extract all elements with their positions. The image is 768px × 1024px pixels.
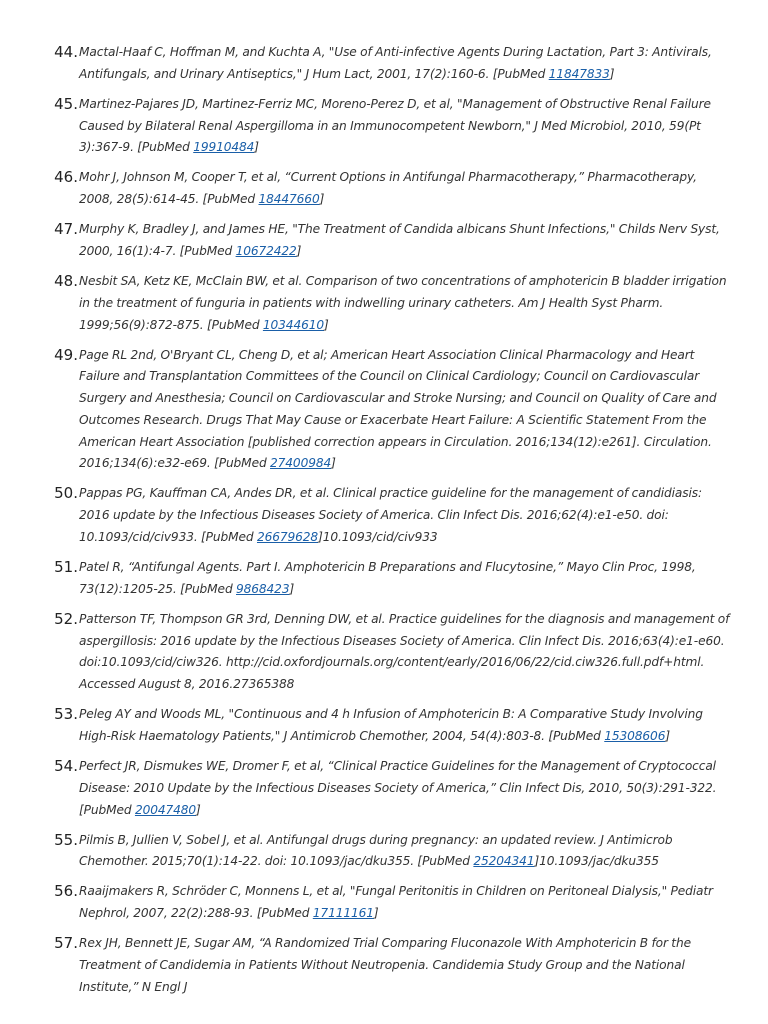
citation-text: Mohr J, Johnson M, Cooper T, et al, “Current Options in Antifungal Pharmacotherapy,” Pharmacotherapy, 2008, 28(5):614-45. [PubMed bbox=[79, 170, 697, 207]
pubmed-link[interactable]: 17111161 bbox=[312, 906, 374, 921]
citation-suffix: ] bbox=[254, 140, 259, 155]
reference-item bbox=[40, 271, 730, 336]
reference-number: 52. bbox=[54, 609, 78, 628]
citation-suffix: ] bbox=[196, 802, 201, 817]
reference-text bbox=[79, 219, 730, 263]
citation-text: Page RL 2nd, O'Bryant CL, Cheng D, et al; American Heart Association Clinical Pharmacology and Heart Failure and Transplantation Committees of the Council on Clinical Cardiology; Council on Cardiovascular Surgery and Anesthesia; Council on Cardiovascular and Stroke Nursing; and Council on Quality of Care and Outcomes Research. Drugs That May Cause or Exacerbate Heart Failure: A Scientific Statement From the American Heart Association [published correction appears in Circulation. 2016;134(12):e261]. Circulation. 2016;134(6):e32-e69. [PubMed bbox=[79, 347, 717, 471]
reference-number: 50. bbox=[54, 484, 78, 503]
citation-text: Peleg AY and Woods ML, "Continuous and 4 h Infusion of Amphotericin B: A Comparative Study Involving High-Risk Haematology Patients," J Antimicrob Chemother, 2004, 54(4):803-8. [PubMed bbox=[79, 707, 703, 743]
citation-suffix: ] bbox=[296, 243, 302, 258]
pubmed-link[interactable]: 20047480 bbox=[134, 802, 197, 817]
reference-number: 53. bbox=[54, 705, 78, 724]
pubmed-link[interactable]: 11847833 bbox=[548, 66, 610, 81]
reference-text bbox=[79, 704, 730, 748]
citation-suffix: ] bbox=[323, 317, 329, 332]
reference-item bbox=[40, 557, 730, 601]
citation-text: Murphy K, Bradley J, and James HE, "The Treatment of Candida albicans Shunt Infections," Childs Nerv Syst, 2000, 16(1):4-7. [PubMed bbox=[79, 222, 720, 258]
reference-item bbox=[40, 345, 730, 476]
reference-text bbox=[79, 167, 730, 211]
reference-item bbox=[40, 704, 730, 748]
reference-item bbox=[40, 219, 730, 263]
pubmed-link[interactable]: 19910484 bbox=[193, 140, 255, 155]
reference-text bbox=[79, 42, 730, 86]
pubmed-link[interactable]: 10344610 bbox=[262, 317, 324, 332]
citation-suffix: ] bbox=[289, 581, 295, 596]
reference-text bbox=[79, 483, 730, 548]
citation-text: Rex JH, Bennett JE, Sugar AM, “A Randomized Trial Comparing Fluconazole With Amphotericin B for the Treatment of Candidemia in Patients Without Neutropenia. Candidemia Study Group and the National Institute,” N Engl J bbox=[79, 936, 691, 994]
reference-number: 57. bbox=[54, 934, 78, 953]
reference-item bbox=[40, 881, 730, 925]
citation-suffix: ]10.1093/jac/dku355 bbox=[534, 854, 659, 869]
reference-text bbox=[79, 609, 730, 696]
reference-number: 55. bbox=[54, 830, 78, 849]
citation-suffix: ] bbox=[373, 906, 379, 921]
pubmed-link[interactable]: 26679628 bbox=[256, 530, 319, 545]
reference-text bbox=[79, 271, 730, 336]
citation-text: Raaijmakers R, Schröder C, Monnens L, et al, "Fungal Peritonitis in Children on Peritoneal Dialysis," Pediatr Nephrol, 2007, 22(2):288-93. [PubMed bbox=[79, 884, 713, 921]
reference-text bbox=[79, 94, 730, 159]
citation-suffix: ] bbox=[319, 192, 325, 207]
pubmed-link[interactable]: 10672422 bbox=[235, 243, 297, 258]
reference-item bbox=[40, 609, 730, 696]
reference-number: 54. bbox=[54, 756, 78, 775]
citation-suffix: ]10.1093/cid/civ933 bbox=[318, 530, 438, 545]
reference-item bbox=[40, 167, 730, 211]
reference-number: 51. bbox=[54, 558, 78, 577]
reference-number: 56. bbox=[54, 882, 78, 901]
reference-item bbox=[40, 94, 730, 159]
citation-text: Pappas PG, Kauffman CA, Andes DR, et al. Clinical practice guideline for the management of candidiasis: 2016 update by the Infectious Diseases Society of America. Clin Infect Dis. 2016;62(4):e1-e50. doi: 10.1093/cid/civ933. [PubMed bbox=[79, 486, 702, 545]
reference-text bbox=[79, 830, 730, 874]
reference-number: 45. bbox=[54, 94, 78, 113]
citation-text: Patel R, “Antifungal Agents. Part I. Amphotericin B Preparations and Flucytosine,” Mayo Clin Proc, 1998, 73(12):1205-25. [PubMed bbox=[79, 560, 696, 596]
pubmed-link[interactable]: 9868423 bbox=[236, 581, 290, 596]
citation-text: Mactal-Haaf C, Hoffman M, and Kuchta A, "Use of Anti-infective Agents During Lactation, Part 3: Antivirals, Antifungals, and Urinary Antiseptics," J Hum Lact, 2001, 17(2):160-6. [PubMed bbox=[79, 45, 712, 81]
reference-item bbox=[40, 830, 730, 874]
reference-item bbox=[40, 756, 730, 821]
reference-number: 46. bbox=[54, 168, 78, 187]
citation-text: Martinez-Pajares JD, Martinez-Ferriz MC, Moreno-Perez D, et al, "Management of Obstructive Renal Failure Caused by Bilateral Renal Aspergilloma in an Immunocompetent Newborn," J Med Microbiol, 2010, 59(Pt 3):367-9. [PubMed bbox=[79, 96, 711, 155]
pubmed-link[interactable]: 27400984 bbox=[270, 456, 332, 471]
pubmed-link[interactable]: 18447660 bbox=[258, 192, 320, 207]
reference-list bbox=[40, 42, 730, 1007]
reference-number: 44. bbox=[54, 43, 78, 61]
citation-text: Perfect JR, Dismukes WE, Dromer F, et al, “Clinical Practice Guidelines for the Management of Cryptococcal Disease: 2010 Update by the Infectious Diseases Society of America,” Clin Infect Dis, 2010, 50(3):291-322. [PubMed bbox=[79, 758, 717, 817]
reference-text bbox=[79, 881, 730, 925]
pubmed-link[interactable]: 25204341 bbox=[473, 854, 535, 869]
citation-suffix: ] bbox=[609, 66, 615, 81]
citation-text: Nesbit SA, Ketz KE, McClain BW, et al. Comparison of two concentrations of amphotericin B bladder irrigation in the treatment of funguria in patients with indwelling urinary catheters. Am J Health Syst Pharm. 1999;56(9):872-875. [PubMed bbox=[79, 273, 727, 332]
citation-text: Pilmis B, Jullien V, Sobel J, et al. Antifungal drugs during pregnancy: an updated review. J Antimicrob Chemother. 2015;70(1):14-22. doi: 10.1093/jac/dku355. [PubMed bbox=[79, 832, 673, 869]
reference-number: 48. bbox=[54, 271, 78, 290]
reference-text bbox=[79, 345, 730, 476]
reference-number: 49. bbox=[54, 345, 78, 364]
pubmed-link[interactable]: 15308606 bbox=[604, 729, 666, 743]
reference-item bbox=[40, 42, 730, 86]
reference-text bbox=[79, 933, 730, 998]
reference-item bbox=[40, 933, 730, 998]
reference-item bbox=[40, 483, 730, 548]
citation-suffix: ] bbox=[665, 729, 670, 743]
citation-text: Patterson TF, Thompson GR 3rd, Denning DW, et al. Practice guidelines for the diagnosis and management of aspergillosis: 2016 update by the Infectious Diseases Society of America. Clin Infect Dis. 2016;63(4):e1-e60. doi:10.1093/cid/ciw326. http://cid.oxfordjournals.org/content/early/2016/06/22/cid.ciw326.full.pdf+html. Accessed August 8, 2016.27365388 bbox=[79, 611, 730, 692]
reference-number: 47. bbox=[54, 220, 78, 239]
reference-text bbox=[79, 557, 730, 601]
citation-suffix: ] bbox=[331, 456, 336, 471]
reference-text bbox=[79, 756, 730, 821]
